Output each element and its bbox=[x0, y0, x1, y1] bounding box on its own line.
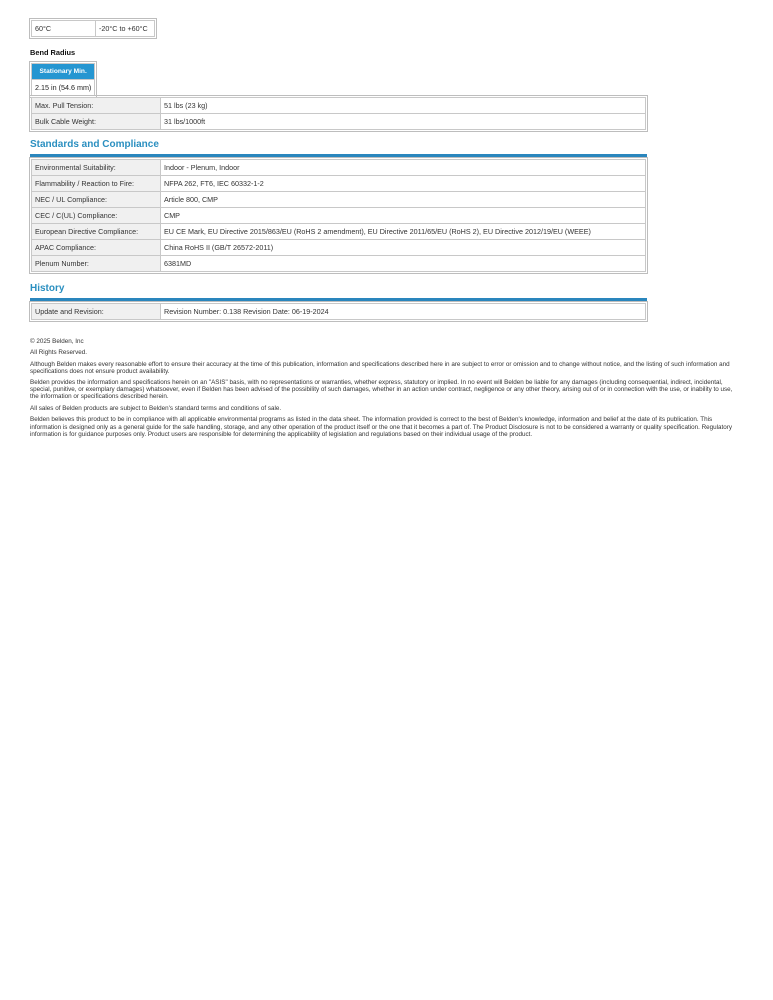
row-label: Environmental Suitability: bbox=[32, 160, 161, 176]
row-value: 51 lbs (23 kg) bbox=[161, 98, 646, 114]
table-row bbox=[32, 176, 646, 192]
mechanical-table bbox=[31, 97, 646, 130]
accuracy-disclaimer: Although Belden makes every reasonable effort to ensure their accuracy at the time of this publication, information and specifications described here in are subject to error or omission and to change without notice, and the listing of such information and specifications does not ensure product availability. bbox=[30, 360, 730, 376]
standards-section-rule bbox=[30, 154, 647, 158]
sales-terms-text: All sales of Belden products are subject to Belden's standard terms and conditions of sale. bbox=[30, 404, 282, 412]
legal-notice bbox=[30, 338, 742, 441]
table-row bbox=[32, 80, 95, 96]
row-label: Bulk Cable Weight: bbox=[32, 114, 161, 130]
row-value: EU CE Mark, EU Directive 2015/863/EU (RoHS 2 amendment), EU Directive 2011/65/EU (RoHS 2), EU Directive 2012/19/EU (WEEE) bbox=[161, 224, 646, 240]
temperature-right-cell: -20°C to +60°C bbox=[96, 21, 155, 37]
row-value: CMP bbox=[161, 208, 646, 224]
bend-radius-value: 2.15 in (54.6 mm) bbox=[32, 80, 95, 96]
rights-text: All Rights Reserved. bbox=[30, 349, 88, 357]
history-section-rule bbox=[30, 298, 647, 302]
row-value: Revision Number: 0.138 Revision Date: 06-19-2024 bbox=[161, 304, 646, 320]
row-label: Max. Pull Tension: bbox=[32, 98, 161, 114]
row-value: 6381MD bbox=[161, 256, 646, 272]
row-label: European Directive Compliance: bbox=[32, 224, 161, 240]
table-row bbox=[32, 98, 646, 114]
table-row bbox=[32, 304, 646, 320]
table-row bbox=[32, 160, 646, 176]
standards-section-title: Standards and Compliance bbox=[30, 139, 159, 150]
copyright-text: © 2025 Belden, Inc bbox=[30, 338, 84, 345]
row-value: 31 lbs/1000ft bbox=[161, 114, 646, 130]
table-row bbox=[32, 208, 646, 224]
row-label: Plenum Number: bbox=[32, 256, 161, 272]
table-row bbox=[32, 240, 646, 256]
row-value: China RoHS II (GB/T 26572-2011) bbox=[161, 240, 646, 256]
temperature-table bbox=[31, 20, 155, 37]
row-label: Update and Revision: bbox=[32, 304, 161, 320]
row-label: CEC / C(UL) Compliance: bbox=[32, 208, 161, 224]
temperature-left-cell: 60°C bbox=[32, 21, 96, 37]
table-row bbox=[32, 192, 646, 208]
history-section-title: History bbox=[30, 283, 65, 294]
bend-radius-column-header: Stationary Min. bbox=[32, 64, 95, 80]
bend-radius-table bbox=[31, 63, 95, 96]
table-row bbox=[32, 114, 646, 130]
row-label: Flammability / Reaction to Fire: bbox=[32, 176, 161, 192]
table-row bbox=[32, 256, 646, 272]
warranty-disclaimer: Belden provides the information and specifications herein on an "ASIS" basis, with no representations or warranties, whether express, statutory or implied. In no event will Belden be liable for any damages (including consequential, indirect, incidental, special, punitive, or exemplary damages) whatsoever, even if Belden has been advised of the possibility of such damages, whether in an action under contract, negligence or any other theory, arising out of or in connection with the use, or inability to use, the information or specifications described herein. bbox=[30, 378, 733, 401]
table-row bbox=[32, 224, 646, 240]
history-table bbox=[31, 303, 646, 320]
bend-radius-heading: Bend Radius bbox=[30, 48, 76, 57]
row-label: APAC Compliance: bbox=[32, 240, 161, 256]
row-value: NFPA 262, FT6, IEC 60332-1-2 bbox=[161, 176, 646, 192]
row-value: Article 800, CMP bbox=[161, 192, 646, 208]
standards-table bbox=[31, 159, 646, 272]
environmental-compliance-text: Belden believes this product to be in compliance with all applicable environmental programs as listed in the data sheet. The information provided is correct to the best of Belden's knowledge, information and belief at the date of its publication. This information is designed only as a general guide for the safe handling, storage, and any other operation of the product itself or the one that it becomes a part of. The Product Disclosure is not to be considered a warranty or quality specification. Regulatory information is for guidance purposes only. Product users are responsible for determining the applicability of legislation and regulations based on their individual usage of the product. bbox=[30, 416, 733, 439]
table-row bbox=[32, 21, 155, 37]
row-value: Indoor - Plenum, Indoor bbox=[161, 160, 646, 176]
row-label: NEC / UL Compliance: bbox=[32, 192, 161, 208]
